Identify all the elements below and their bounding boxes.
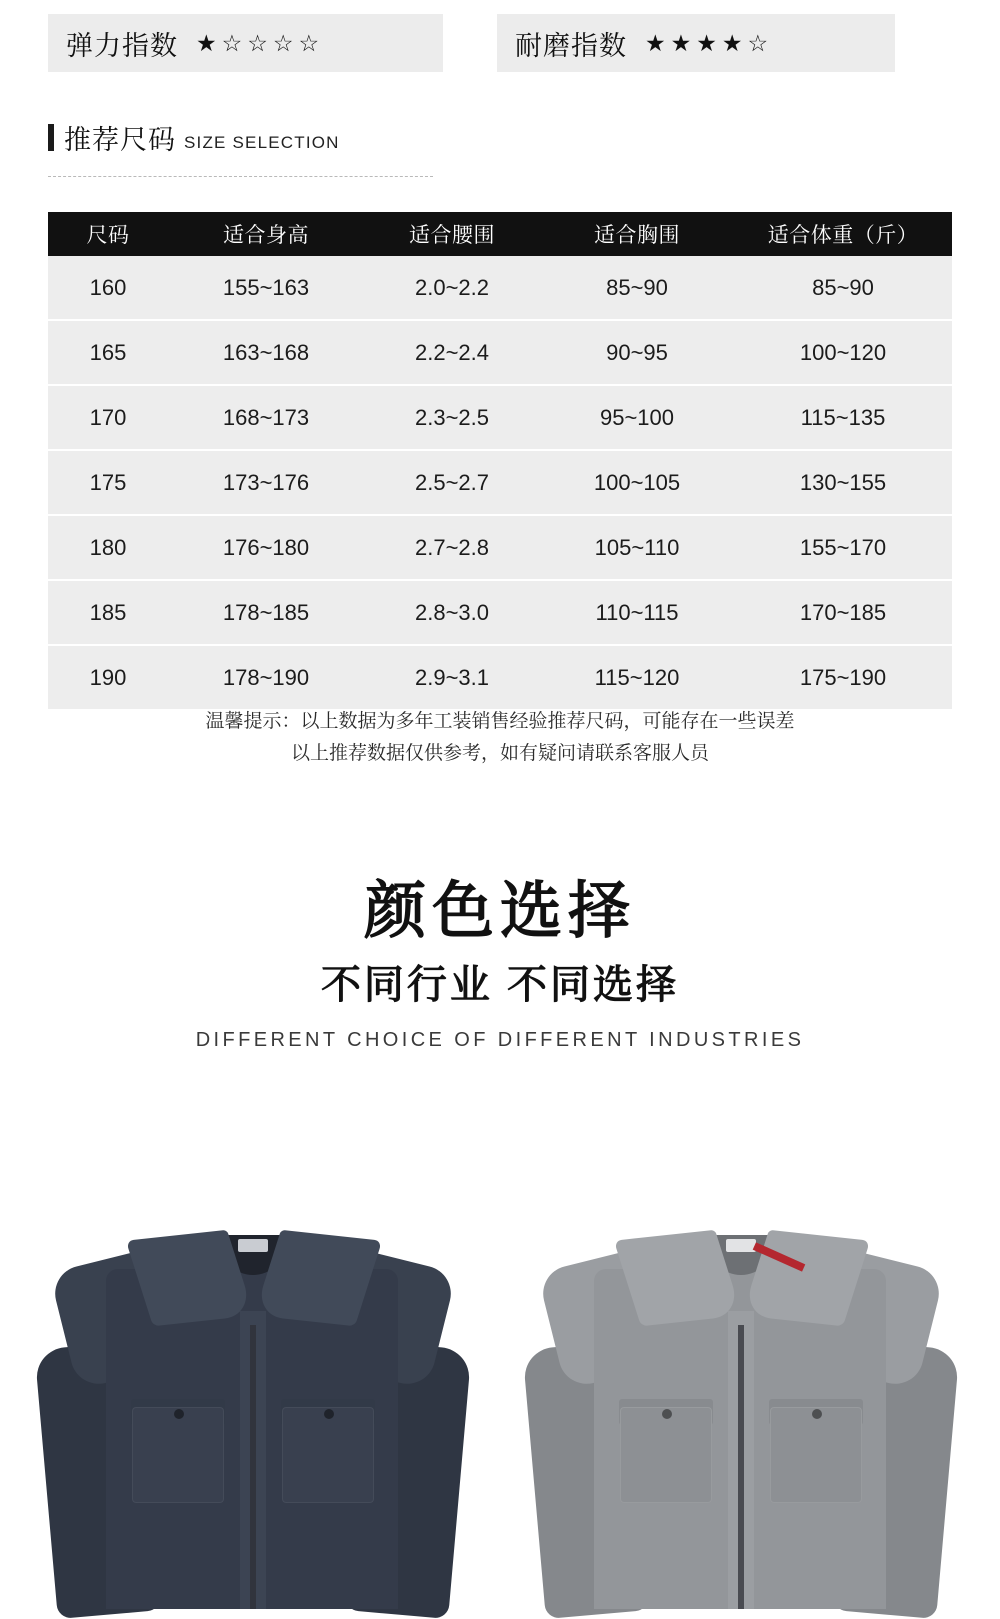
column-header-height: 适合身高	[168, 212, 364, 256]
heading-accent-bar	[48, 124, 54, 151]
cell-waist: 2.9~3.1	[364, 645, 540, 709]
abrasion-index-label: 耐磨指数	[515, 30, 627, 61]
cell-size: 180	[48, 515, 168, 580]
product-image-grey-jacket[interactable]	[530, 1195, 950, 1609]
cell-waist: 2.0~2.2	[364, 256, 540, 320]
table-row	[48, 385, 952, 450]
pocket-button-left	[174, 1409, 184, 1419]
zipper	[738, 1325, 744, 1609]
chest-pocket-left	[132, 1407, 224, 1503]
table-header-row	[48, 212, 952, 256]
size-section-heading	[48, 124, 340, 154]
cell-height: 155~163	[168, 256, 364, 320]
cell-chest: 105~110	[540, 515, 734, 580]
table-row	[48, 256, 952, 320]
cell-size: 165	[48, 320, 168, 385]
abrasion-star-rating: ★★★★☆	[645, 29, 774, 56]
heading-divider	[48, 176, 433, 177]
brand-label	[238, 1239, 268, 1252]
cell-size: 160	[48, 256, 168, 320]
brand-label	[726, 1239, 756, 1252]
pocket-button-right	[812, 1409, 822, 1419]
product-image-navy-jacket[interactable]	[42, 1195, 462, 1609]
tip-line-2: 以上推荐数据仅供参考，如有疑问请联系客服人员	[290, 743, 709, 764]
chest-pocket-right	[282, 1407, 374, 1503]
index-bar-row	[0, 14, 1000, 72]
cell-weight: 170~185	[734, 580, 952, 645]
column-header-waist: 适合腰围	[364, 212, 540, 256]
size-tips	[0, 706, 1000, 770]
size-heading-en: SIZE SELECTION	[184, 132, 340, 152]
cell-waist: 2.7~2.8	[364, 515, 540, 580]
color-section-header	[0, 876, 1000, 1052]
elasticity-index-label: 弹力指数	[66, 30, 178, 61]
cell-height: 163~168	[168, 320, 364, 385]
cell-chest: 90~95	[540, 320, 734, 385]
cell-weight: 115~135	[734, 385, 952, 450]
cell-weight: 155~170	[734, 515, 952, 580]
product-color-gallery	[0, 1195, 1000, 1609]
cell-height: 178~185	[168, 580, 364, 645]
cell-size: 185	[48, 580, 168, 645]
column-header-chest: 适合胸围	[540, 212, 734, 256]
cell-waist: 2.8~3.0	[364, 580, 540, 645]
column-header-weight: 适合体重（斤）	[734, 212, 952, 256]
column-header-size: 尺码	[48, 212, 168, 256]
cell-height: 178~190	[168, 645, 364, 709]
cell-size: 175	[48, 450, 168, 515]
tip-line-1: 温馨提示：以上数据为多年工装销售经验推荐尺码，可能存在一些误差	[205, 711, 795, 732]
color-section-subtitle-en: DIFFERENT CHOICE OF DIFFERENT INDUSTRIES	[195, 1029, 805, 1052]
cell-height: 176~180	[168, 515, 364, 580]
cell-chest: 115~120	[540, 645, 734, 709]
abrasion-index-box	[497, 14, 895, 72]
cell-waist: 2.5~2.7	[364, 450, 540, 515]
table-row	[48, 450, 952, 515]
table-row	[48, 645, 952, 709]
elasticity-index-box	[48, 14, 443, 72]
table-row	[48, 580, 952, 645]
size-table	[48, 212, 952, 709]
chest-pocket-right	[770, 1407, 862, 1503]
cell-waist: 2.2~2.4	[364, 320, 540, 385]
pocket-button-right	[324, 1409, 334, 1419]
cell-height: 168~173	[168, 385, 364, 450]
cell-chest: 85~90	[540, 256, 734, 320]
color-section-title: 颜色选择	[363, 877, 636, 946]
cell-size: 190	[48, 645, 168, 709]
cell-weight: 175~190	[734, 645, 952, 709]
cell-chest: 100~105	[540, 450, 734, 515]
cell-waist: 2.3~2.5	[364, 385, 540, 450]
table-row	[48, 515, 952, 580]
chest-pocket-left	[620, 1407, 712, 1503]
table-row	[48, 320, 952, 385]
size-heading-cn: 推荐尺码	[64, 125, 176, 155]
elasticity-star-rating: ★☆☆☆☆	[196, 29, 325, 56]
cell-weight: 100~120	[734, 320, 952, 385]
color-section-subtitle: 不同行业 不同选择	[320, 963, 680, 1008]
cell-chest: 110~115	[540, 580, 734, 645]
pocket-button-left	[662, 1409, 672, 1419]
cell-weight: 85~90	[734, 256, 952, 320]
cell-weight: 130~155	[734, 450, 952, 515]
cell-height: 173~176	[168, 450, 364, 515]
zipper	[250, 1325, 256, 1609]
cell-chest: 95~100	[540, 385, 734, 450]
cell-size: 170	[48, 385, 168, 450]
